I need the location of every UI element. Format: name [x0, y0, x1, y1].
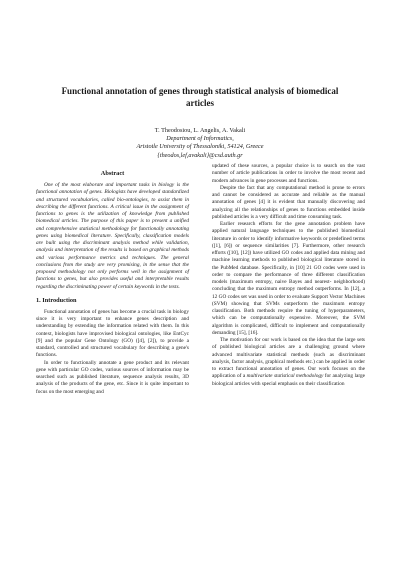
- department: Department of Informatics,: [166, 135, 234, 143]
- university: Aristotle University of Thessaloniki, 54124, Greece: [136, 143, 264, 151]
- right-paragraph-4-start: The motivation for our work is based on the idea that the large sets of published biological articles are a challenging ground where advanced multivariate statistical methods (such as discriminant analysis, factor analysis, graphical methods etc.) can be applied in order to extract functional annotation of genes. Our work focuses on the application of a: [212, 337, 365, 380]
- right-paragraph-4-italic: multivariate statistical methodology: [246, 373, 324, 380]
- author-names: T. Theodosiou, L. Angelis, A. Vakali: [154, 127, 246, 134]
- right-paragraph-1: updated of these sources, a popular choice is to search on the vast number of article publications in order to involve the most recent and modern advances in gene processes and functions.: [212, 163, 365, 184]
- right-column: [212, 163, 365, 388]
- right-paragraph-3: Earlier research efforts for the gene annotation problem have applied natural language techniques to the published biomedical literature in order to identify informative keywords or predefined terms ([1], [6]) or sequence similarities [7]. Furthermore, other research efforts ([10], [12]) have utilized GO codes and applied data mining and machine learning methods to published biological literature stored in the PubMed database. Specifically, in [10] 21 GO codes were used in order to compare the performance of three different classification models (maximum entropy, naive Bayes and nearest- neighborhood) concluding that the maximum entropy method outperforms. In [12], a 12 GO codes set was used in order to evaluate Support Vector Machines (SVM) showing that SVMs outperform the maximum entropy classification. Both methods require the tuning of hyperparameters, which can be computationally expensive. Moreover, the SVM algorithm is complicated, difficult to implement and computationally demanding [15], [16].: [212, 221, 365, 336]
- paper-title: Functional annotation of genes through statistical analysis of biomedical articles: [61, 86, 339, 108]
- intro-paragraph-2: In order to functionally annotate a gene product and its relevant gene with particular GO codes, various sources of information may be searched such as published literature, sequence analysis results, 3D analysis of the products of the gene, etc. Since it is quite important to focus on the most emerging and: [36, 359, 189, 395]
- abstract-text: One of the most elaborate and important tasks in biology is the functional annotation of genes. Biologists have developed standardized and structured vocabularies, called bio-ontologies, to assist them in describing the different functions. A critical issue in the assignment of functions to genes is the utilization of knowledge from published biomedical articles. The purpose of this paper is to present a unified and comprehensive statistical methodology for functionally annotating genes using biomedical literature. Specifically, classification models are built using the discriminant analysis method while validation, analysis and interpretation of the results is based on graphical methods and various performance metrics and techniques. The general conclusions from the study are very promising, in the sense that the proposed methodology not only performs well in the assignment of functions to genes, but also provides useful and interpretable results regarding the discriminating power of certain keywords in the texts.: [36, 182, 189, 290]
- right-paragraph-4: [212, 337, 365, 388]
- right-paragraph-4-end: for analyzing large biological articles with special emphasis on their classification: [212, 373, 365, 387]
- introduction-heading: 1. Introduction: [36, 296, 77, 304]
- author-block: [80, 127, 320, 160]
- left-column: [36, 170, 189, 396]
- abstract-heading: Abstract: [100, 170, 125, 177]
- right-paragraph-2: Despite the fact that any computational method is prone to errors and cannot be considered as accurate and reliable as the manual annotation of genes [4] it is evident that manually discovering and analyzing all the relationships of genes to functions embedded inside published articles is a very difficult and time consuming task.: [212, 184, 365, 220]
- intro-paragraph-1: Functional annotation of genes has become a crucial task in biology since it is very important to enhance genes description and understanding by extending the information related with them. In this context, biologists have improvised biological ontologies, like EntCyc [9] and the popular Gene Ontology (GO) ([4], [2]), to provide a standard, controlled and structured vocabulary for describing a gene's functions.: [36, 308, 189, 359]
- author-email: {theodos,lef,avakali}@csd.auth.gr: [157, 151, 243, 159]
